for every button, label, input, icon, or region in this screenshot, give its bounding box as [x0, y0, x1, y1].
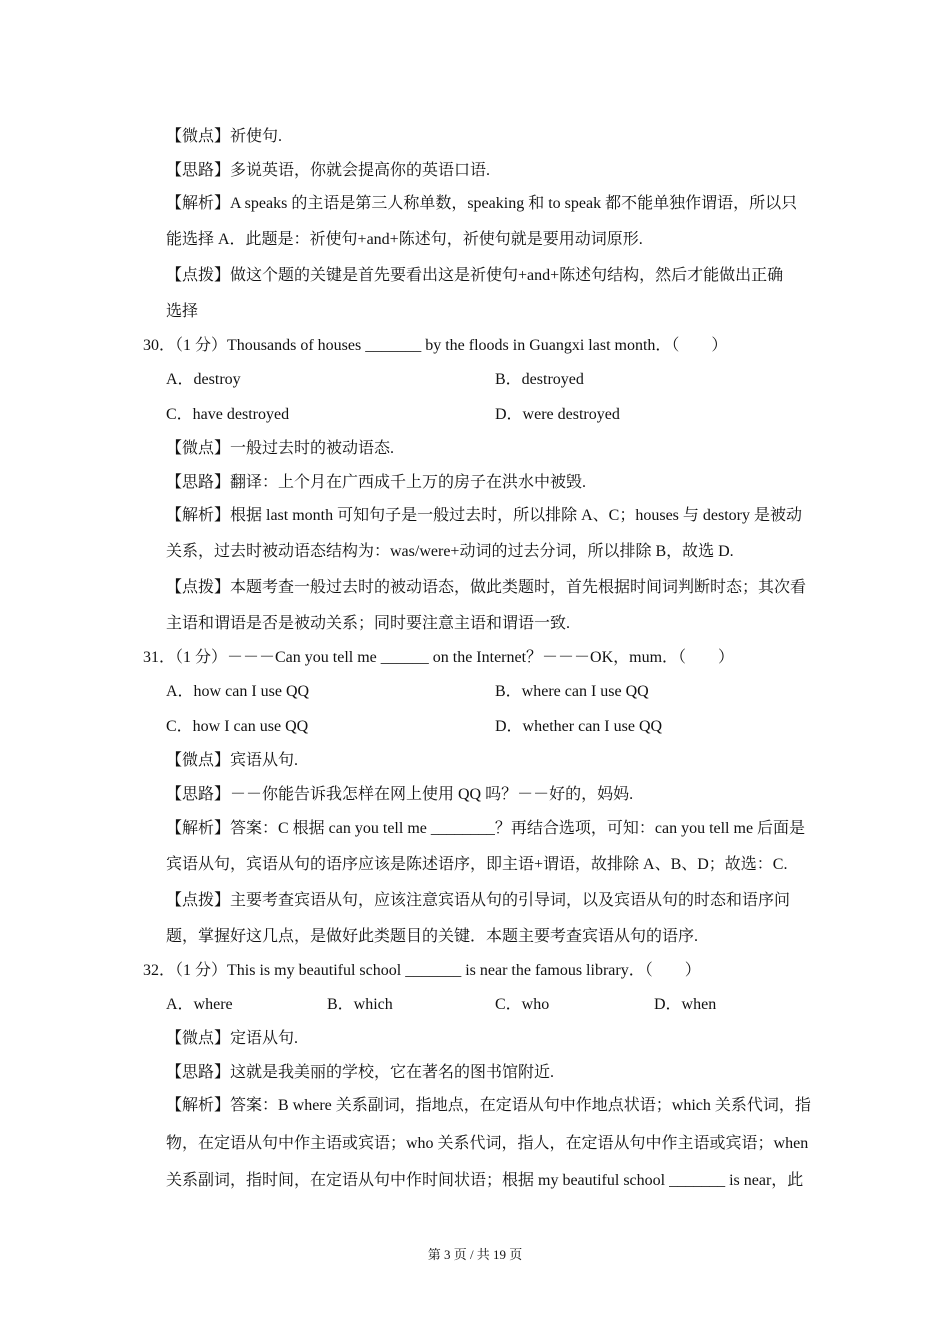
- q32-jiexi-line2: 物，在定语从句中作主语或宾语；who 关系代词，指人，在定语从句中作主语或宾语；when: [166, 1135, 809, 1152]
- q30-jiexi-line2: 关系，过去时被动语态结构为：was/were+动词的过去分词，所以排除 B，故选 D.: [166, 543, 734, 560]
- q31-stem: 31．（1 分）－－－Can you tell me ______ on the Internet？－－－OK，mum．（ ）: [143, 649, 735, 666]
- prev-silu: 【思路】多说英语，你就会提高你的英语口语.: [166, 162, 491, 179]
- q30-stem: 30．（1 分）Thousands of houses _______ by the floods in Guangxi last month．（ ）: [143, 337, 728, 354]
- q31-option-d: D．whether can I use QQ: [495, 718, 663, 735]
- q31-option-a: A．how can I use QQ: [166, 683, 310, 700]
- q30-option-b: B．destroyed: [495, 371, 584, 388]
- q31-dianbo-line1: 【点拨】主要考查宾语从句，应该注意宾语从句的引导词，以及宾语从句的时态和语序问: [166, 892, 791, 909]
- q30-jiexi-line1: 【解析】根据 last month 可知句子是一般过去时，所以排除 A、C；houses 与 destory 是被动: [166, 507, 802, 524]
- q31-jiexi-line1: 【解析】答案：C 根据 can you tell me ________？再结合选项，可知：can you tell me 后面是: [166, 820, 806, 837]
- q32-option-d: D．when: [654, 996, 717, 1013]
- q32-option-b: B．which: [327, 996, 393, 1013]
- q32-option-a: A．where: [166, 996, 233, 1013]
- q30-option-d: D．were destroyed: [495, 406, 620, 423]
- q30-dianbo-line1: 【点拨】本题考查一般过去时的被动语态，做此类题时，首先根据时间词判断时态；其次看: [166, 579, 807, 596]
- q32-jiexi-line1: 【解析】答案：B where 关系副词，指地点，在定语从句中作地点状语；which 关系代词，指: [166, 1097, 811, 1114]
- q31-silu: 【思路】－－你能告诉我怎样在网上使用 QQ 吗？－－好的，妈妈.: [166, 786, 634, 803]
- page-footer: 第 3 页 / 共 19 页: [427, 1247, 523, 1262]
- q32-stem: 32．（1 分）This is my beautiful school _______ is near the famous library．（ ）: [143, 962, 701, 979]
- q31-weidian: 【微点】宾语从句.: [166, 752, 299, 769]
- prev-jiexi-line2: 能选择 A．此题是：祈使句+and+陈述句，祈使句就是要用动词原形.: [166, 231, 643, 248]
- q30-weidian: 【微点】一般过去时的被动语态.: [166, 440, 395, 457]
- prev-dianbo-line2: 选择: [166, 303, 199, 320]
- q31-dianbo-line2: 题，掌握好这几点，是做好此类题目的关键．本题主要考查宾语从句的语序.: [166, 928, 699, 945]
- q30-option-a: A．destroy: [166, 371, 241, 388]
- q31-jiexi-line2: 宾语从句，宾语从句的语序应该是陈述语序，即主语+谓语，故排除 A、B、D；故选：C.: [166, 856, 788, 873]
- q31-option-b: B．where can I use QQ: [495, 683, 649, 700]
- q30-option-c: C．have destroyed: [166, 406, 290, 423]
- q31-option-c: C．how I can use QQ: [166, 718, 309, 735]
- q30-silu: 【思路】翻译：上个月在广西成千上万的房子在洪水中被毁.: [166, 474, 587, 491]
- q32-option-c: C．who: [495, 996, 550, 1013]
- prev-jiexi-line1: 【解析】A speaks 的主语是第三人称单数，speaking 和 to speak 都不能单独作谓语，所以只: [166, 195, 798, 212]
- prev-weidian: 【微点】祈使句.: [166, 128, 283, 145]
- q32-weidian: 【微点】定语从句.: [166, 1030, 299, 1047]
- q30-dianbo-line2: 主语和谓语是否是被动关系；同时要注意主语和谓语一致.: [166, 615, 571, 632]
- q32-jiexi-line3: 关系副词，指时间，在定语从句中作时间状语；根据 my beautiful school _______ is near，此: [166, 1172, 804, 1189]
- q32-silu: 【思路】这就是我美丽的学校，它在著名的图书馆附近.: [166, 1064, 555, 1081]
- prev-dianbo-line1: 【点拨】做这个题的关键是首先要看出这是祈使句+and+陈述句结构，然后才能做出正确: [166, 267, 784, 284]
